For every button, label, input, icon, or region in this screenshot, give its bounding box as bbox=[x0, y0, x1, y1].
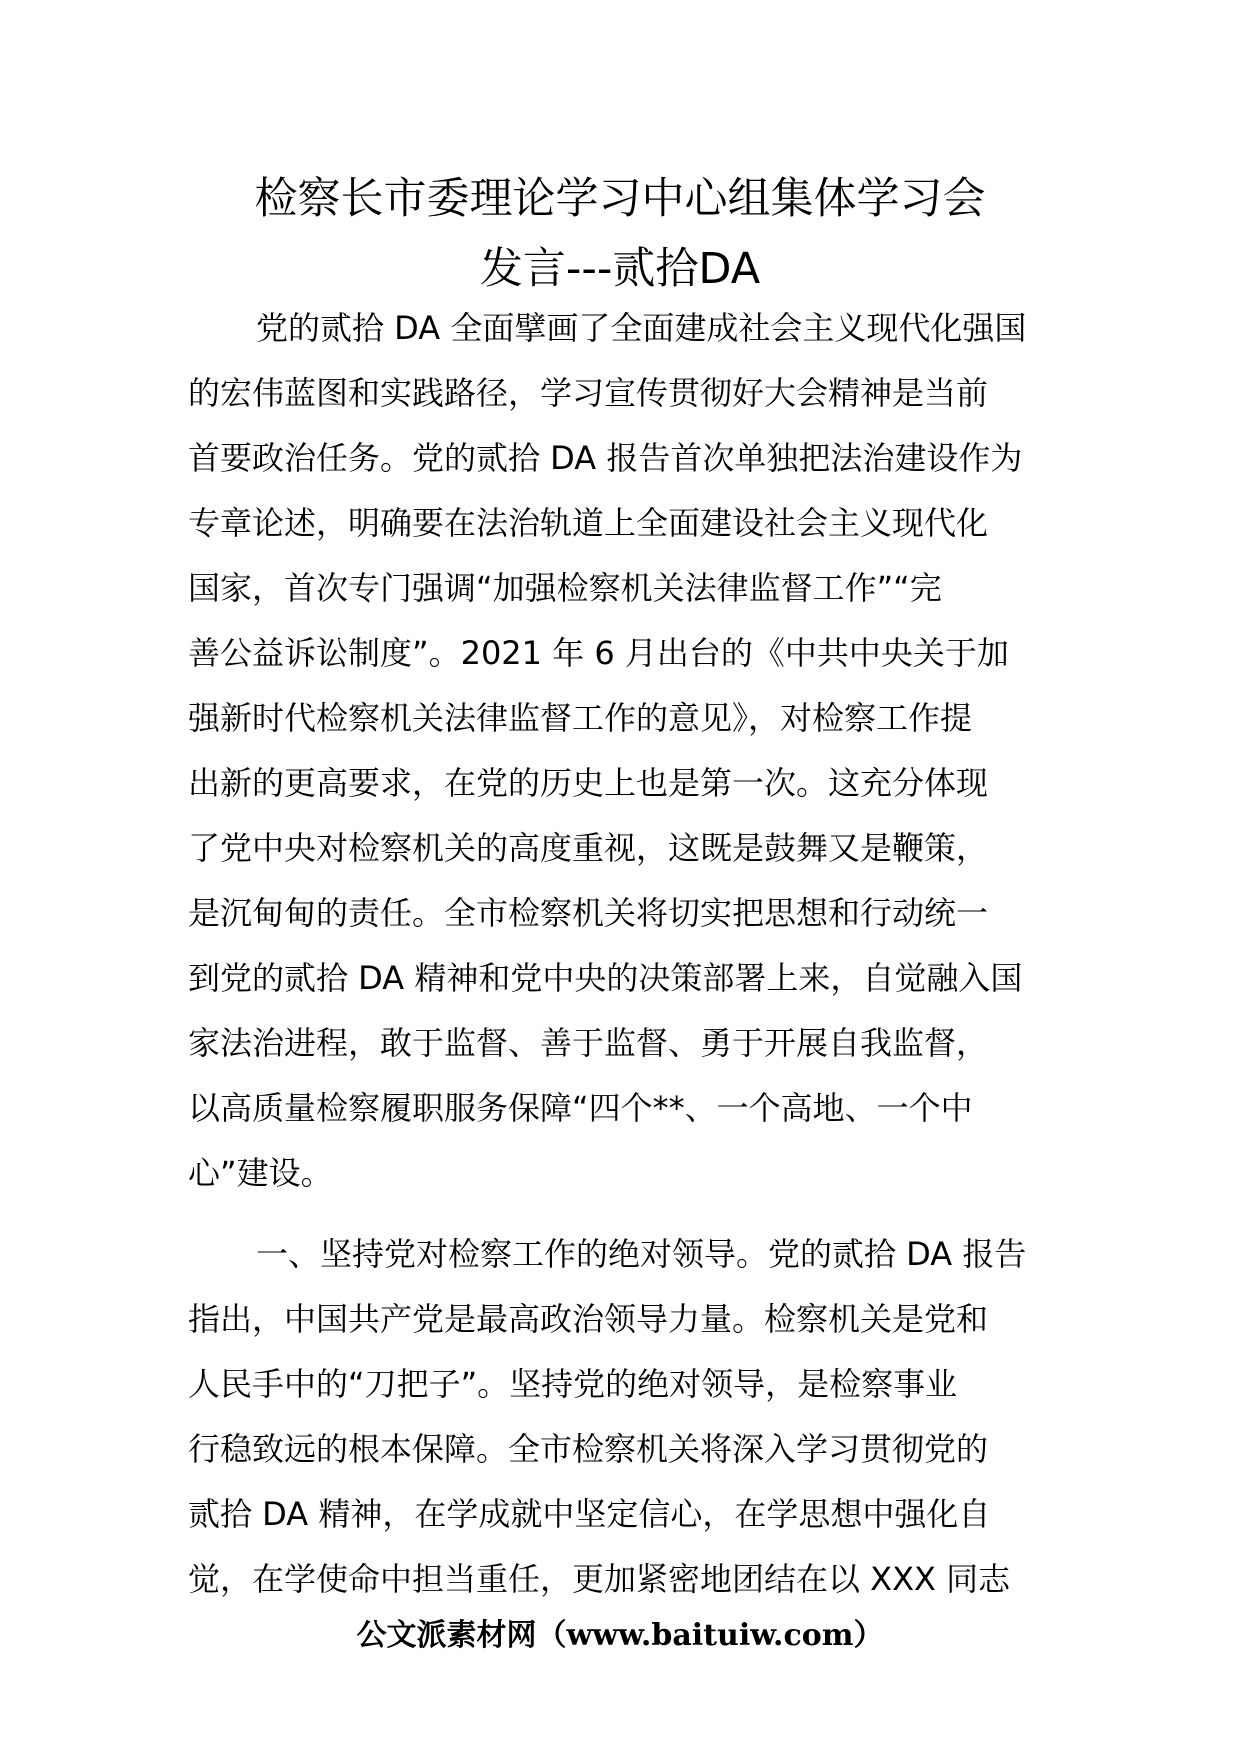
paragraph-line: 一、坚持党对检察工作的绝对领导。党的贰拾 DA 报告 bbox=[256, 1235, 1027, 1273]
paragraph-gap bbox=[188, 1206, 1062, 1222]
paragraph-line: 指出，中国共产党是最高政治领导力量。检察机关是党和 bbox=[188, 1300, 989, 1338]
paragraph-line: 出新的更高要求，在党的历史上也是第一次。这充分体现 bbox=[188, 764, 989, 802]
paragraph-line: 党的贰拾 DA 全面擘画了全面建成社会主义现代化强国 bbox=[256, 309, 1027, 347]
paragraph-line: 到党的贰拾 DA 精神和党中央的决策部署上来，自觉融入国 bbox=[188, 959, 1023, 997]
document-title-line-1: 检察长市委理论学习中心组集体学习会 bbox=[254, 174, 986, 224]
paragraph-line: 以高质量检察履职服务保障“四个**、一个高地、一个中 bbox=[188, 1089, 973, 1127]
body-paragraph bbox=[188, 296, 1062, 1206]
body-paragraph bbox=[188, 1222, 1062, 1612]
paragraph-line: 心”建设。 bbox=[188, 1154, 333, 1192]
document-body bbox=[188, 296, 1062, 1612]
paragraph-line: 人民手中的“刀把子”。坚持党的绝对领导，是检察事业 bbox=[188, 1365, 958, 1403]
paragraph-line: 是沉甸甸的责任。全市检察机关将切实把思想和行动统一 bbox=[188, 894, 989, 932]
document-title-line-2: 发言---贰拾DA bbox=[479, 244, 761, 294]
paragraph-line: 的宏伟蓝图和实践路径，学习宣传贯彻好大会精神是当前 bbox=[188, 374, 989, 412]
paragraph-line: 家法治进程，敢于监督、善于监督、勇于开展自我监督， bbox=[188, 1024, 989, 1062]
paragraph-line: 了党中央对检察机关的高度重视，这既是鼓舞又是鞭策， bbox=[188, 829, 989, 867]
paragraph-line: 专章论述，明确要在法治轨道上全面建设社会主义现代化 bbox=[188, 504, 989, 542]
paragraph-line: 善公益诉讼制度”。2021 年 6 月出台的《中共中央关于加 bbox=[188, 634, 1009, 672]
paragraph-line: 行稳致远的根本保障。全市检察机关将深入学习贯彻党的 bbox=[188, 1430, 989, 1468]
paragraph-line: 贰拾 DA 精神，在学成就中坚定信心，在学思想中强化自 bbox=[188, 1495, 991, 1533]
paragraph-line: 强新时代检察机关法律监督工作的意见》，对检察工作提 bbox=[188, 699, 973, 737]
paragraph-line: 国家，首次专门强调“加强检察机关法律监督工作”“完 bbox=[188, 569, 942, 607]
paragraph-line: 首要政治任务。党的贰拾 DA 报告首次单独把法治建设作为 bbox=[188, 439, 1023, 477]
footer-source: 公文派素材网（www.baituiw.com） bbox=[356, 1618, 884, 1653]
paragraph-line: 觉，在学使命中担当重任，更加紧密地团结在以 XXX 同志 bbox=[188, 1560, 1011, 1598]
